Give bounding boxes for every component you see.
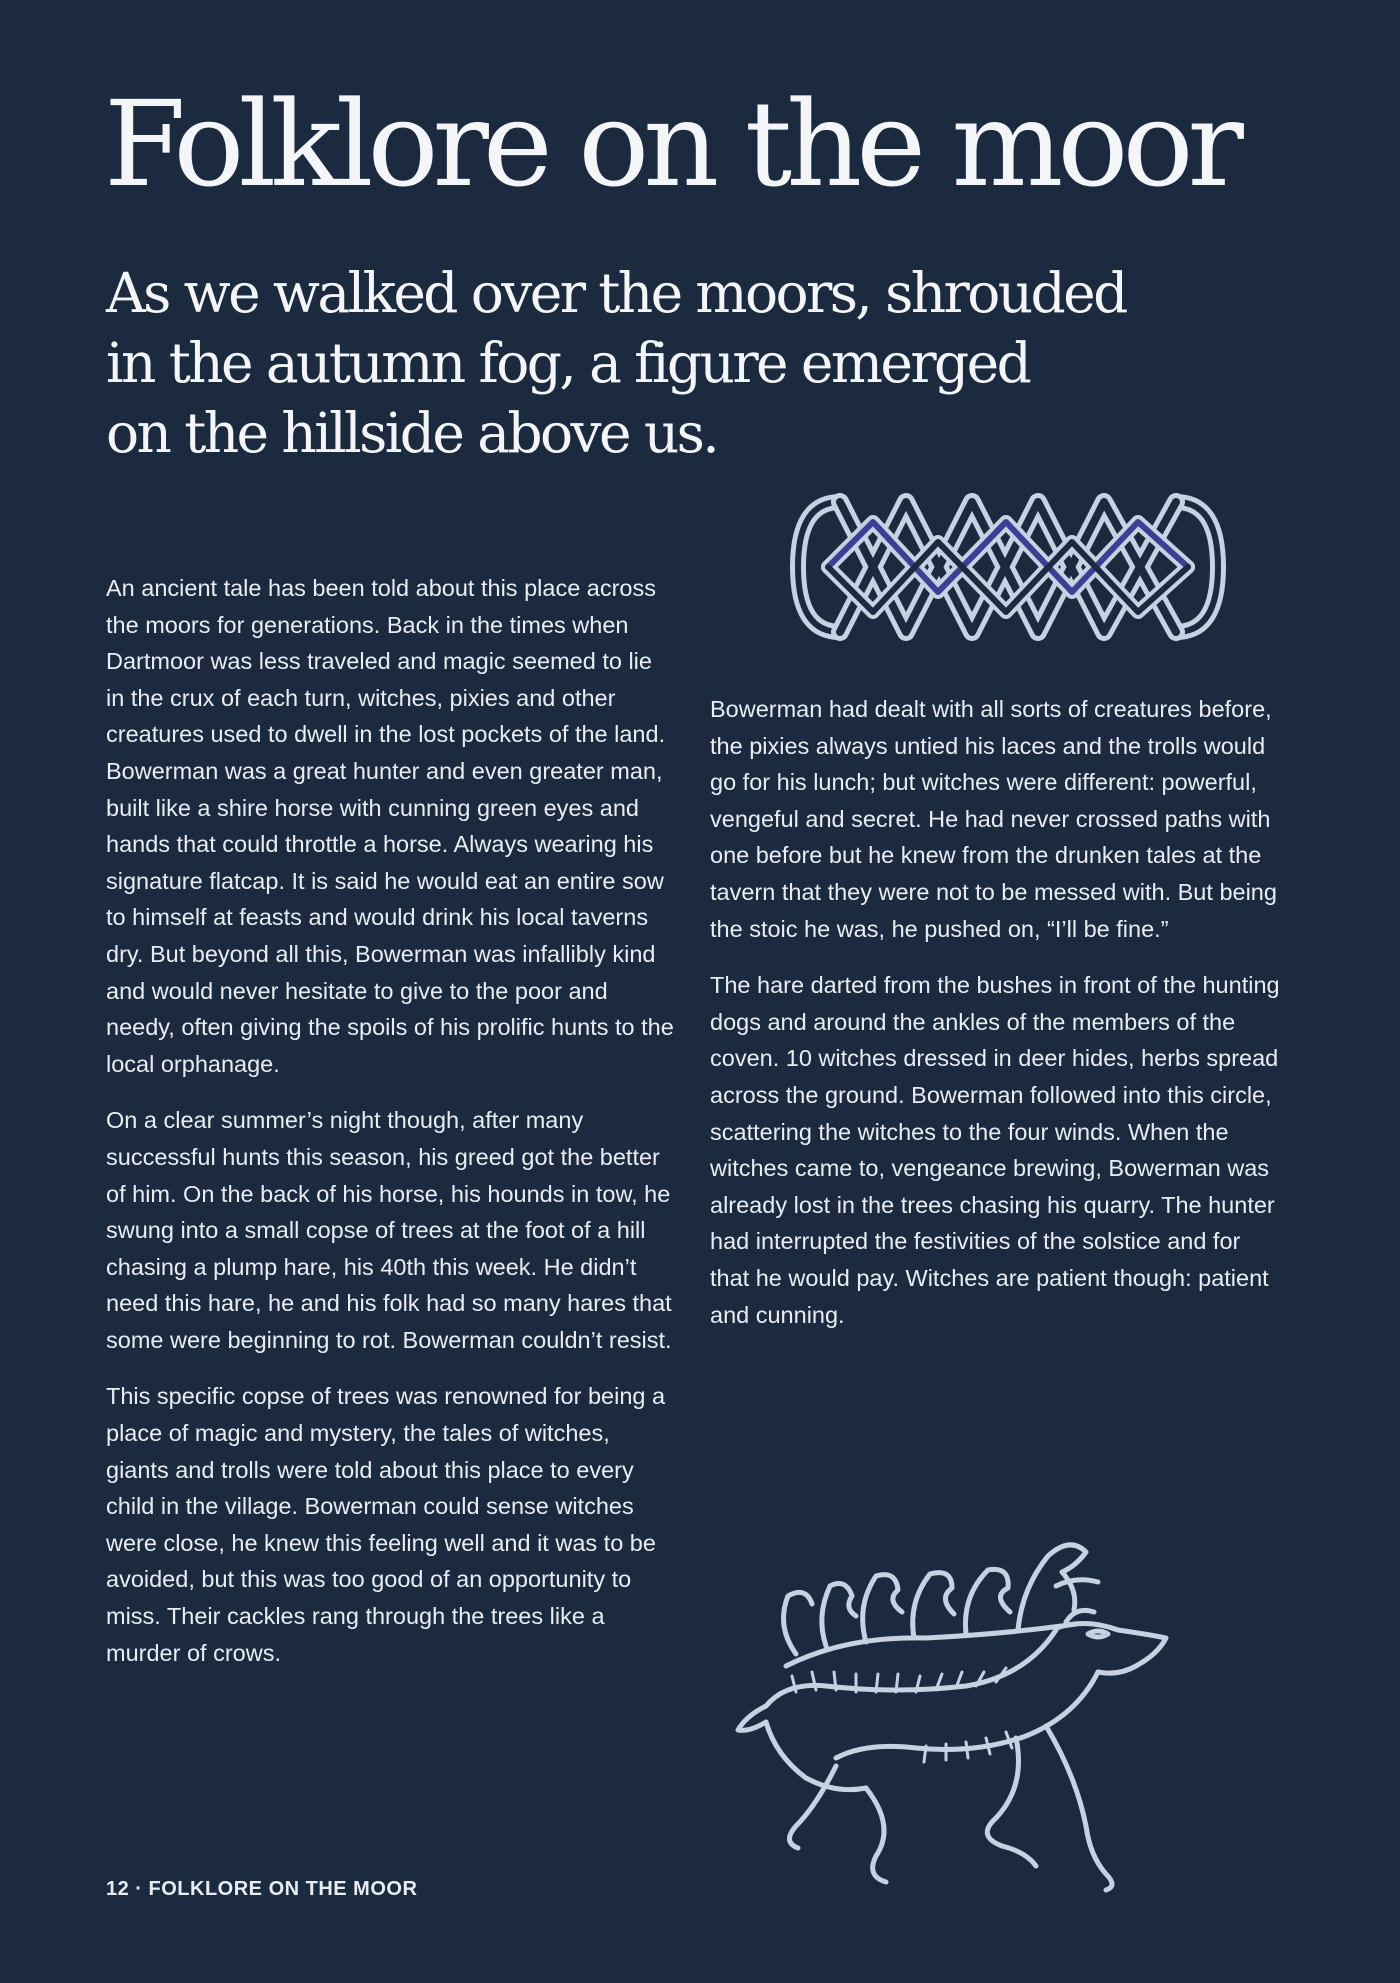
page-title: Folklore on the moor [104, 75, 1238, 213]
subtitle-line: in the autumn fog, a figure emerged [106, 331, 1030, 395]
body-paragraph: This specific copse of trees was renowned for being a place of magic and mystery, the tales of witches, giants and trolls were told about this place to every child in the village. Bowerman could sense witches were close, he knew this feeling well and it was to be avoided, but this was too good of an opportunity to miss. Their cackles rang through the trees like a murder of crows. [106, 1383, 666, 1666]
stag-icon [726, 1526, 1206, 1906]
left-column [106, 570, 676, 1691]
right-column [710, 691, 1280, 1353]
body-paragraph: The hare darted from the bushes in front of the hunting dogs and around the ankles of the members of the coven. 10 witches dressed in deer hides, herbs spread across the ground. Bowerman followed into this circle, scattering the witches to the four winds. When the witches came to, vengeance brewing, Bowerman was already lost in the trees chasing his quarry. The hunter had interrupted the festivities of the solstice and for that he would pay. Witches are patient though: patient and cunning. [710, 972, 1280, 1328]
body-paragraph: Bowerman had dealt with all sorts of creatures before, the pixies always untied his laces and the trolls would go for his lunch; but witches were different: powerful, vengeful and secret. He had never crossed paths with one before but he knew from the drunken tales at the tavern that they were not to be messed with. But being the stoic he was, he pushed on, “I’ll be fine.” [710, 696, 1277, 942]
celtic-knot-icon [788, 482, 1228, 652]
page-footer: 12 · FOLKLORE ON THE MOOR [106, 1878, 418, 1900]
subtitle [106, 258, 1126, 468]
subtitle-line: As we walked over the moors, shrouded [106, 261, 1126, 325]
subtitle-line: on the hillside above us. [106, 401, 718, 465]
body-paragraph: An ancient tale has been told about this place across the moors for generations. Back in the times when Dartmoor was less traveled and magic seemed to lie in the crux of each turn, witches, pixies and other creatures used to dwell in the lost pockets of the land. Bowerman was a great hunter and even greater man, built like a shire horse with cunning green eyes and hands that could throttle a horse. Always wearing his signature flatcap. It is said he would eat an entire sow to himself at feasts and would drink his local taverns dry. But beyond all this, Bowerman was infallibly kind and would never hesitate to give to the poor and needy, often giving the spoils of his prolific hunts to the local orphanage. [106, 575, 674, 1077]
body-paragraph: On a clear summer’s night though, after many successful hunts this season, his greed got the better of him. On the back of his horse, his hounds in tow, he swung into a small copse of trees at the foot of a hill chasing a plump hare, his 40th this week. He didn’t need this hare, he and his folk had so many hares that some were beginning to rot. Bowerman couldn’t resist. [106, 1107, 672, 1353]
